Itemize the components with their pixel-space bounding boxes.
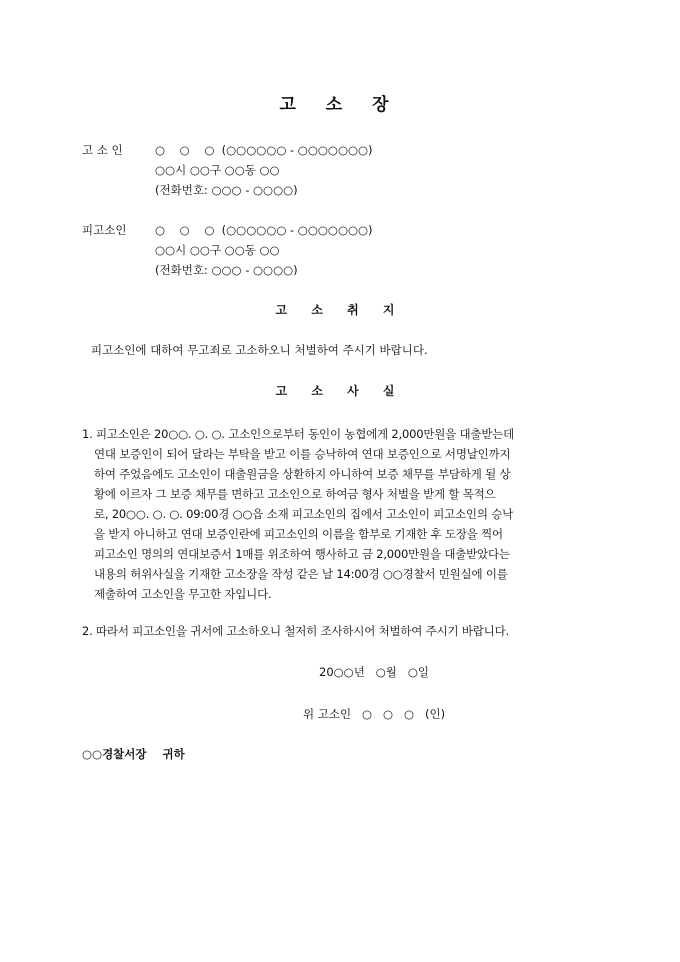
facts-heading: 고 소 사 실 bbox=[275, 384, 405, 398]
complainant-block bbox=[82, 140, 602, 200]
facts-line: 내용의 허위사실을 기재한 고소장을 작성 같은 날 14:00경 ○○경찰서 민원실에 이를 bbox=[94, 567, 508, 581]
complainant-label: 고 소 인 bbox=[82, 143, 123, 157]
facts-paragraph-1 bbox=[82, 424, 604, 604]
signature-line: 위 고소인 ○ ○ ○ (인) bbox=[303, 707, 446, 721]
complainant-address: ○○시 ○○구 ○○동 ○○ bbox=[155, 163, 280, 177]
complainant-name-line: ○ ○ ○ (○○○○○○ - ○○○○○○○) bbox=[155, 143, 373, 157]
purpose-heading: 고 소 취 지 bbox=[275, 303, 405, 317]
facts-line: 황에 이르자 그 보증 채무를 면하고 고소인으로 하여금 형사 처벌을 받게 할 목적으 bbox=[94, 487, 496, 501]
accused-name-line: ○ ○ ○ (○○○○○○ - ○○○○○○○) bbox=[155, 223, 373, 237]
facts-paragraph-2: 2. 따라서 피고소인을 귀서에 고소하오니 철저히 조사하시어 처벌하여 주시기 바랍니다. bbox=[82, 624, 509, 638]
accused-label: 피고소인 bbox=[82, 223, 127, 237]
complainant-phone: (전화번호: ○○○ - ○○○○) bbox=[155, 183, 298, 197]
accused-block bbox=[82, 220, 602, 280]
purpose-text: 피고소인에 대하여 무고죄로 고소하오니 처벌하여 주시기 바랍니다. bbox=[91, 343, 428, 357]
facts-line: 제출하여 고소인을 무고한 자입니다. bbox=[94, 587, 272, 601]
facts-line: 하여 주었음에도 고소인이 대출원금을 상환하지 아니하여 보증 채무를 부담하게 될 상 bbox=[94, 467, 511, 481]
accused-phone: (전화번호: ○○○ - ○○○○) bbox=[155, 263, 298, 277]
date-line: 20○○년 ○월 ○일 bbox=[319, 665, 430, 679]
facts-line: 연대 보증인이 되어 달라는 부탁을 받고 이를 승낙하여 연대 보증인으로 서명날인까지 bbox=[94, 447, 511, 461]
facts-line: 로, 20○○. ○. ○. 09:00경 ○○읍 소재 피고소인의 집에서 고소인이 피고소인의 승낙 bbox=[94, 507, 514, 521]
accused-address: ○○시 ○○구 ○○동 ○○ bbox=[155, 243, 280, 257]
facts-line: 피고소인 명의의 연대보증서 1매를 위조하여 행사하고 금 2,000만원을 대출받았다는 bbox=[94, 547, 510, 561]
facts-line: 1. 피고소인은 20○○. ○. ○. 고소인으로부터 동인이 농협에게 2,000만원을 대출받는데 bbox=[82, 427, 515, 441]
facts-line: 을 받지 아니하고 연대 보증인란에 피고소인의 이름을 함부로 기재한 후 도장을 찍어 bbox=[94, 527, 503, 541]
document-title: 고 소 장 bbox=[279, 95, 401, 115]
addressee: ○○경찰서장 귀하 bbox=[82, 747, 185, 761]
